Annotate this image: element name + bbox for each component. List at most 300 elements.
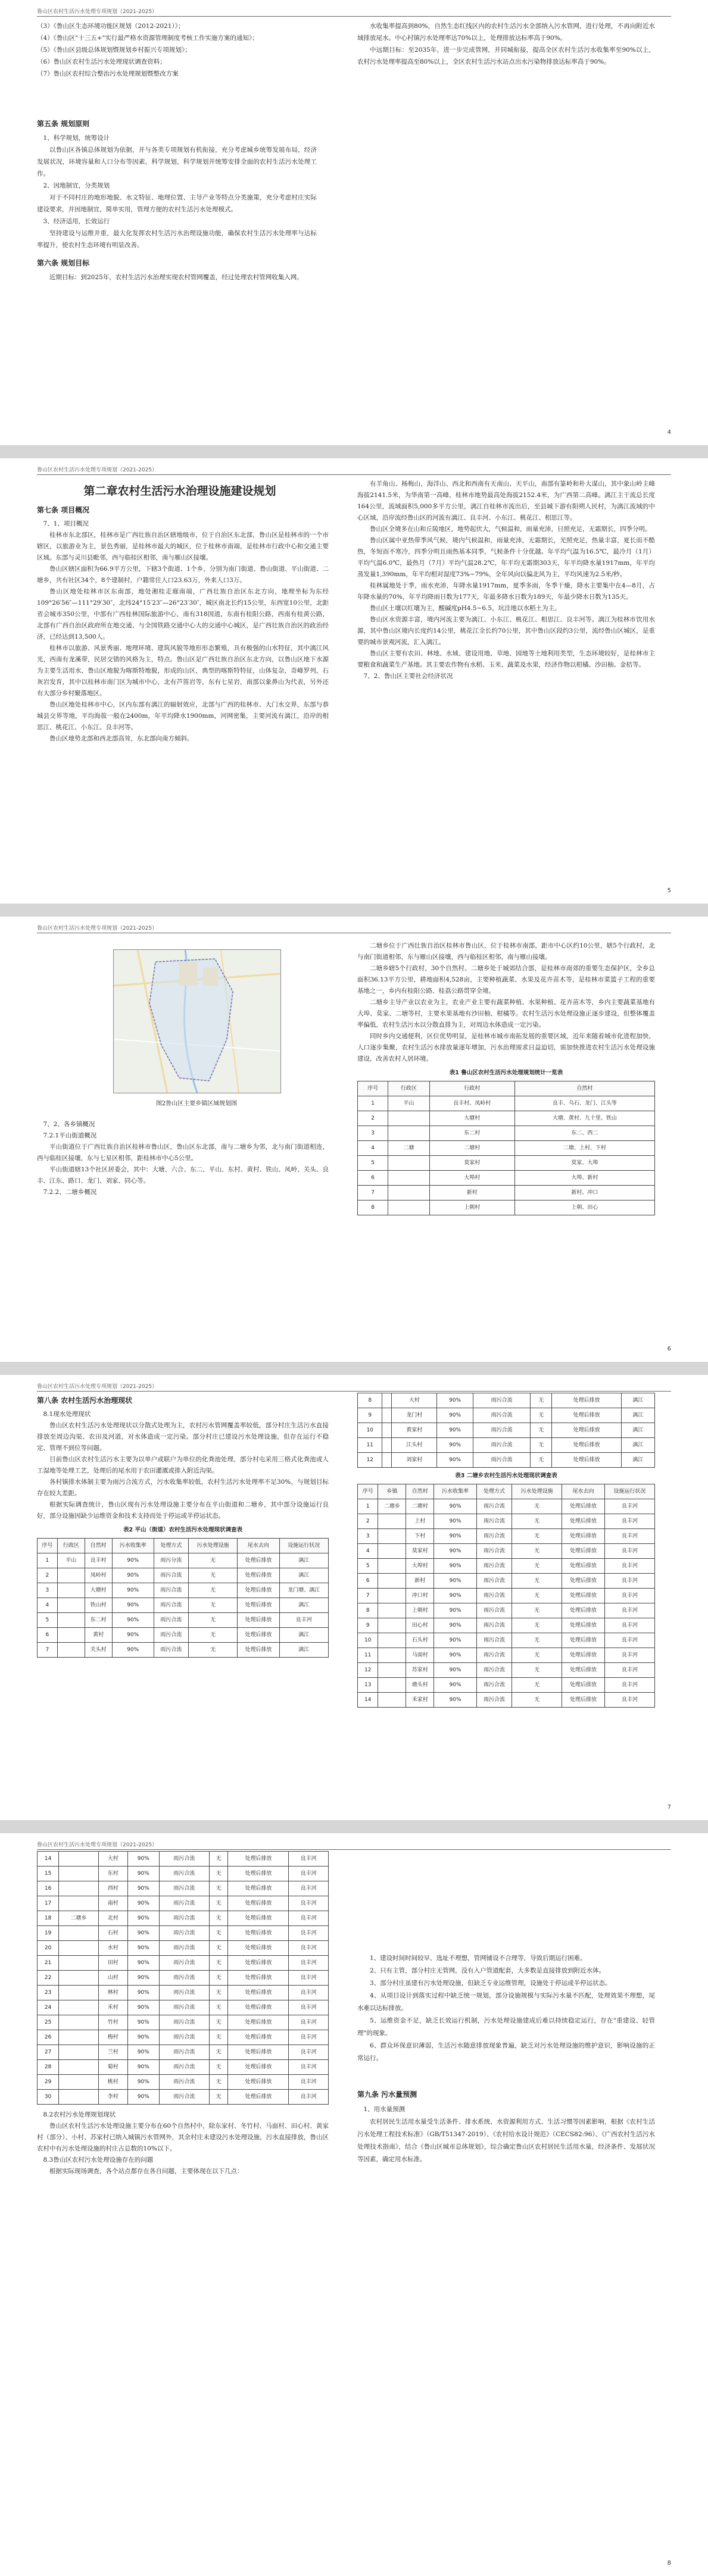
table-cell: 良丰河 xyxy=(604,1559,654,1574)
table-cell: 雨污合流 xyxy=(159,2045,209,2060)
table-cell: 漓江 xyxy=(279,1628,328,1643)
table-cell xyxy=(59,2030,99,2045)
table-cell: 平山 xyxy=(388,1096,430,1111)
paragraph: 鲁山区地处桂林市中心，区内东部有漓江的辐射效应，北部与广西的桂林市、大门水交界，东部与恭城县交界等地，平均海拔一般在2400m，年平均降水1900mm，河网密集，主要河流有漓江，沿岸的相思江、桃花江、小东江、良丰河等。 xyxy=(37,701,329,731)
table-cell: 无 xyxy=(512,1678,562,1693)
table-cell: 处理后排放 xyxy=(562,1603,605,1618)
table-cell: 大埠村 xyxy=(406,1559,434,1574)
table-cell: 雨污合流 xyxy=(476,1574,511,1589)
table-cell: 雨污合流 xyxy=(159,1911,209,1926)
table-cell: 无 xyxy=(512,1603,562,1618)
table-cell: 90% xyxy=(112,1613,154,1628)
principle-heading: 1、科学规划，统筹设计 xyxy=(43,135,110,142)
header-cell: 行政区 xyxy=(57,1539,85,1553)
table-cell: 良丰河 xyxy=(604,1589,654,1603)
table-cell: 龙门村 xyxy=(392,1408,437,1423)
table-cell: 雨污合流 xyxy=(476,1693,511,1708)
district-map-figure xyxy=(113,949,281,1093)
table-cell: 无 xyxy=(210,1941,228,1956)
table-cell xyxy=(378,1648,406,1663)
table-cell: 处理后排放 xyxy=(562,1693,605,1708)
table-cell: 林村 xyxy=(98,1986,127,2000)
principle-text: 以鲁山区各镇总体规划为依据，并与各类专项规划有机衔接，充分考虑城乡统筹发展布局，经济发展状况，环境容量和人口分布等因素，科学规划，科学规划并统筹安排全面的农村生活污水处理工作。 xyxy=(37,146,317,177)
table-cell: 4 xyxy=(38,1598,58,1613)
table-header-row xyxy=(38,1539,329,1553)
table-cell: 处理后排放 xyxy=(228,2015,289,2030)
section-title: 第六条 规划目标 xyxy=(37,259,90,267)
table-row xyxy=(358,1141,655,1156)
table-cell: 良丰河 xyxy=(604,1499,654,1514)
table-cell: 处理后排放 xyxy=(238,1613,279,1628)
table-cell: 平山 xyxy=(57,1553,85,1568)
goal-text: 近期目标：到2025年，农村生活污水治理实现农村管网覆盖，经过处理农村管网收集入网。 xyxy=(49,274,303,281)
table-cell: 良丰河 xyxy=(604,1678,654,1693)
paragraph: 鲁山区水资源丰富，境内河流主要为漓江、小东江、桃花江、相思江、良丰河等。漓江为桂林市饮用水源，其中鲁山区境内长度约14公里，桃花江全长约70公里，其中鲁山区段约3公里，流经鲁山区城区，是重要的城市景观河流，汇入漓江。 xyxy=(357,616,655,646)
table-cell: 良丰河 xyxy=(604,1603,654,1618)
table-cell: 90% xyxy=(127,1926,159,1941)
table-cell: 二塘乡 xyxy=(59,1911,99,1926)
page-header: 鲁山区农村生活污水处理专项规划（2021-2025） xyxy=(37,924,671,933)
table-cell: 大塘、黄村、九十里、铁山 xyxy=(514,1111,654,1126)
table-cell: 关头村 xyxy=(85,1643,112,1658)
table-caption: 表1 鲁山区农村生活污水处理规划统计一览表 xyxy=(449,1070,563,1076)
table-cell: 90% xyxy=(112,1598,154,1613)
page4-right-column xyxy=(357,20,655,68)
table-row xyxy=(38,1568,329,1583)
table-cell: 无 xyxy=(188,1598,237,1613)
table-cell xyxy=(388,1111,430,1126)
table-cell: 无 xyxy=(188,1643,237,1658)
table-cell: 无 xyxy=(188,1568,237,1583)
table-cell: 11 xyxy=(358,1438,382,1453)
table-cell: 处理后排放 xyxy=(552,1423,622,1438)
goal-text: 中远期目标：至2035年，进一步完成管网，并同城衔接，提高全区农村生活污水收集率至90%以上，农村污水处理率提高至80%以上，全区农村生活污水站点出水污染物排放达标率高于90%。 xyxy=(357,46,655,65)
table-cell: 处理后排放 xyxy=(228,2075,289,2090)
table-cell: 苏家村 xyxy=(406,1663,434,1678)
table-cell: 雨污合流 xyxy=(476,1663,511,1678)
header-cell: 设施运行状况 xyxy=(279,1539,328,1553)
table-row xyxy=(38,2060,329,2075)
table-cell xyxy=(59,2075,99,2090)
table-cell: 无 xyxy=(512,1648,562,1663)
table-row xyxy=(38,2075,329,2090)
header-cell: 污水处理设施 xyxy=(188,1539,237,1553)
table-cell: 雨污合流 xyxy=(476,1618,511,1633)
table-cell: 无 xyxy=(188,1613,237,1628)
paragraph: 有羊角山、杨梅山、海洋山、西北和西南有天南山、天平山，南部有篆岭和朴大谋山，其中象山岭主峰海拔2141.5米，为华南第一高峰，桂林市地势最高处海拔2152.4米，为广西第二高峰。漓江主干流总长度164公里，流域面积5,000多平方公里，漓江自桂林市流出后，至县城下游有阳朔人民村，为漓江流域的中心区域，沿岸流经鲁山区的河流有漓江、良丰河、小东江、桃花江、相思江等。 xyxy=(357,480,655,521)
table-cell: 12 xyxy=(358,1453,382,1468)
table-cell xyxy=(59,1956,99,1971)
table-cell: 马面村 xyxy=(406,1648,434,1663)
table-cell: 雨污合流 xyxy=(159,2090,209,2105)
table-cell: 无 xyxy=(188,1628,237,1643)
table-cell: 雨污合流 xyxy=(154,1583,188,1598)
table-cell: 雨污合流 xyxy=(159,1926,209,1941)
table-cell: 无 xyxy=(210,2090,228,2105)
page8-right-column xyxy=(357,1952,655,2166)
page-4 xyxy=(0,0,708,445)
table-cell: 90% xyxy=(112,1583,154,1598)
table-row xyxy=(38,1911,329,1926)
table-cell: 二塘 xyxy=(388,1141,430,1156)
table-cell: 雨污合流 xyxy=(154,1598,188,1613)
table-row xyxy=(358,1544,655,1559)
problem-item: 1、建设时间时间较早，选址不理想，管网铺设不合理等，导致后期运行困难。 xyxy=(370,1955,587,1962)
table-cell: 石头村 xyxy=(406,1633,434,1648)
table-cell: 竹村 xyxy=(98,2015,127,2030)
table-cell: 良丰河 xyxy=(604,1693,654,1708)
table-row xyxy=(358,1171,655,1186)
table-cell: 14 xyxy=(38,1852,59,1867)
table-cell: 13 xyxy=(358,1678,378,1693)
subsection-title: 8.1现水处理现状 xyxy=(43,1411,91,1418)
subsection-title: 7.2.2、二塘乡概况 xyxy=(43,1189,97,1196)
table-cell: 雨污合流 xyxy=(159,2060,209,2075)
page7-right-column xyxy=(357,1393,655,1708)
table-cell xyxy=(59,2015,99,2030)
page-header: 鲁山区农村生活污水处理专项规划（2021-2025） xyxy=(37,1382,671,1392)
table-cell: 桃村 xyxy=(98,2075,127,2090)
table-cell: 1 xyxy=(38,1553,58,1568)
paragraph: 桂林市以旅游、风景秀丽、地理环境、建筑风貌等地形形态繁殖，具有极强的山水特征，其中漓江风光，西南有龙溪带，民居交错的风格为主，特点。鲁山区是广西壮族自治区东北方向，以鲁山区地下水源为主要生活用水，鲁山区地貌为喀斯特地貌，形成的山区，典型的喀斯特特征，山体复杂，奇峰罗列，石灰岩发育，其中以桂林市南门区为城市中心，北有芦笛岩等，东有七星岩，南部以象鼻山为代表，另外还有大部分乡村聚落地区。 xyxy=(37,645,329,697)
table-cell: 8 xyxy=(358,1201,388,1215)
pingshan-status-table-continued xyxy=(357,1393,655,1468)
table-cell: 铁山村 xyxy=(85,1598,112,1613)
table-row xyxy=(358,1156,655,1171)
table-cell: 90% xyxy=(434,1529,477,1544)
table-cell xyxy=(382,1393,392,1408)
table-row xyxy=(358,1186,655,1201)
table-row xyxy=(38,1613,329,1628)
table-row xyxy=(38,2015,329,2030)
pingshan-status-table xyxy=(37,1538,329,1658)
table-cell: 雨污合流 xyxy=(154,1613,188,1628)
table-cell: 处理后排放 xyxy=(228,2045,289,2060)
table-cell xyxy=(57,1613,85,1628)
table-cell: 处理后排放 xyxy=(562,1618,605,1633)
problem-item: 4、从项目设计到落实过程中缺乏统一规划，部分设施规模与实际污水量不匹配，处理效果不理想，尾水难以达标排放。 xyxy=(357,1992,655,2012)
table-row xyxy=(38,2045,329,2060)
table-cell: 冲口村 xyxy=(406,1589,434,1603)
table-cell: 二塘村 xyxy=(406,1499,434,1514)
table-cell: 莫家村 xyxy=(429,1156,514,1171)
table-cell: 无 xyxy=(210,1986,228,2000)
table-row xyxy=(358,1201,655,1215)
table-cell: 处理后排放 xyxy=(228,1896,289,1911)
table-body xyxy=(358,1393,655,1468)
table-cell: 新村 xyxy=(429,1186,514,1201)
table-cell: 90% xyxy=(127,2045,159,2060)
problem-item: 5、运维资金不足，缺乏长效运行机制，污水处理设施建成后难以持续稳定运行，存在"重建设、轻管理"的现象。 xyxy=(357,2017,655,2037)
table-cell: 良丰村、凤岭村 xyxy=(429,1096,514,1111)
table-cell: 处理后排放 xyxy=(562,1499,605,1514)
table-cell: 90% xyxy=(127,2030,159,2045)
table-cell: 漓江 xyxy=(279,1568,328,1583)
table-cell: 雨污合流 xyxy=(473,1408,530,1423)
list-item: （4）《鲁山区"十三五+"实行最严格水资源管理制度考核工作实施方案的通知》； xyxy=(37,35,258,42)
table-cell: 大塘村 xyxy=(429,1111,514,1126)
table-cell: 无 xyxy=(210,2000,228,2015)
table-cell: 6 xyxy=(358,1574,378,1589)
table-cell: 90% xyxy=(434,1618,477,1633)
table-cell xyxy=(59,1867,99,1881)
list-item: （5）《鲁山区县级总体规划暨规划乡村振兴专项规划》； xyxy=(37,46,191,54)
paragraph: 二塘乡辖5个行政村，30个自然村。二塘乡处于城郊结合部，是桂林市南郊的重要生态保护区，全乡总面积36.13平方公里，耕地面积4,528亩，主要种植蔬菜、水果及花卉苗木等，是桂林市菜篮子工程的重要基地之一，乡内有桂阳公路、桂荔公路贯穿全境。 xyxy=(357,965,655,995)
table-cell: 90% xyxy=(127,2000,159,2015)
table-cell: 良丰河 xyxy=(289,1896,329,1911)
table-cell: 禾村 xyxy=(98,2000,127,2015)
header-cell: 自然村 xyxy=(85,1539,112,1553)
table-cell: 处理后排放 xyxy=(552,1408,622,1423)
table-row xyxy=(38,1956,329,1971)
table-cell: 90% xyxy=(437,1408,473,1423)
table-cell: 良丰河 xyxy=(289,1881,329,1896)
table-cell xyxy=(382,1408,392,1423)
table-cell: 6 xyxy=(358,1171,388,1186)
table-cell: 无 xyxy=(210,2075,228,2090)
page7-left-column xyxy=(37,1395,329,1658)
table-cell: 莫家村 xyxy=(406,1544,434,1559)
table-cell xyxy=(388,1201,430,1215)
table-cell xyxy=(59,2045,99,2060)
table-cell: 90% xyxy=(434,1648,477,1663)
table-cell: 处理后排放 xyxy=(228,1881,289,1896)
list-item: （3）《鲁山区生态环境功能区规划（2012-2021）》； xyxy=(37,23,185,30)
table-cell xyxy=(59,1896,99,1911)
table-cell: 无 xyxy=(512,1618,562,1633)
paragraph: 桂林属地处于季，雨水充沛，年降水量1917mm，夏季多雨，冬季干燥，降水主要集中在4—8月，占年降水量的70%，年平均降雨日数为177天，年最多降水日数为189天，年最少降水日数为135天。 xyxy=(357,582,655,601)
goal-text: 水收集率提高到80%，自然生态红线区内的农村生活污水全部纳入污水管网，进行处理，不再向附近水域排放尾水。中心村镇污水处理率达70%以上，处理排放达标率高于90%。 xyxy=(357,23,655,42)
header-cell: 序号 xyxy=(38,1539,58,1553)
page8-left-column xyxy=(37,1851,329,2177)
table-cell xyxy=(57,1568,85,1583)
table-cell: 北村 xyxy=(98,1911,127,1926)
table-cell: 新村、冲口 xyxy=(514,1186,654,1201)
list-item: （6）鲁山区农村生活污水处理现状调查资料； xyxy=(37,58,166,65)
table-cell xyxy=(378,1589,406,1603)
table-cell: 处理后排放 xyxy=(238,1643,279,1658)
page-header: 鲁山区农村生活污水处理专项规划（2021-2025） xyxy=(37,465,671,475)
table-cell: 处理后排放 xyxy=(562,1663,605,1678)
header-cell: 尾水去向 xyxy=(238,1539,279,1553)
table-cell: 处理后排放 xyxy=(562,1648,605,1663)
table-cell: 10 xyxy=(358,1423,382,1438)
paragraph: 鲁山区土壤以红壤为主，酸碱度pH4.5~6.5，坑洼地以水稻土为主。 xyxy=(370,605,561,612)
table-cell: 90% xyxy=(434,1574,477,1589)
table-cell: 禾家村 xyxy=(406,1693,434,1708)
table-cell: 无 xyxy=(210,2060,228,2075)
table-cell: 雨污合流 xyxy=(476,1544,511,1559)
table-cell: 东二、西二 xyxy=(514,1126,654,1141)
table-row xyxy=(358,1603,655,1618)
paragraph: 二塘乡主导产业以农业为主，农业产业主要有蔬菜种植、水果种植、花卉苗木等，乡内主要蔬菜基地有大埠、莫家、二塘等村，主要水果基地有沙田柚、柑橘等。农村生活污水处理设施正逐步建设，但整体覆盖率偏低，农村生活污水以分散直排为主，对周边水体造成一定污染。 xyxy=(357,999,655,1028)
table-cell: 田村 xyxy=(98,1956,127,1971)
table-cell xyxy=(388,1171,430,1186)
table-cell: 处理后排放 xyxy=(228,2060,289,2075)
table-cell: 90% xyxy=(434,1559,477,1574)
table-cell: 处理后排放 xyxy=(228,1926,289,1941)
table-cell: 90% xyxy=(437,1393,473,1408)
table-cell xyxy=(57,1643,85,1658)
table-cell: 10 xyxy=(358,1633,378,1648)
header-cell: 自然村 xyxy=(514,1081,654,1096)
table-cell: 3 xyxy=(358,1529,378,1544)
table-cell: 28 xyxy=(38,2060,59,2075)
table-row xyxy=(38,1643,329,1658)
table-cell: 水村 xyxy=(98,1941,127,1956)
table-row xyxy=(358,1514,655,1529)
table-cell: 6 xyxy=(38,1628,58,1643)
table-cell: 24 xyxy=(38,2000,59,2015)
table-cell: 无 xyxy=(512,1499,562,1514)
table-cell xyxy=(378,1574,406,1589)
subsection-title: 1、用水量预测 xyxy=(363,2106,406,2113)
table-cell xyxy=(378,1529,406,1544)
page-number: 7 xyxy=(667,1804,671,1811)
table-cell: 上朝、田心 xyxy=(514,1201,654,1215)
table-cell: 处理后排放 xyxy=(228,1956,289,1971)
table-cell: 田心村 xyxy=(406,1618,434,1633)
table-cell: 90% xyxy=(112,1553,154,1568)
table-cell: 雨污合流 xyxy=(159,2075,209,2090)
table-cell: 良丰河 xyxy=(289,1852,329,1867)
section-title: 第七条 项目概况 xyxy=(37,506,90,514)
page-number: 8 xyxy=(667,2560,671,2566)
table-row xyxy=(358,1648,655,1663)
table-cell: 20 xyxy=(38,1941,59,1956)
paragraph: 鲁山区农村生活污水处理现状以分散式处理为主，农村污水管网覆盖率较低，部分村庄生活污水直接排放至周边沟渠、农田及河道，对水体造成一定污染。部分村庄已建设污水处理设施，但存在运行不稳定、管理不到位等问题。 xyxy=(37,1422,329,1452)
table-cell: 黄村 xyxy=(85,1628,112,1643)
table-row xyxy=(358,1663,655,1678)
table-cell: 处理后排放 xyxy=(562,1589,605,1603)
table-cell: 雨污合流 xyxy=(473,1453,530,1468)
page5-right-column xyxy=(357,479,655,682)
table-cell: 90% xyxy=(127,2015,159,2030)
chapter-title: 第二章农村生活污水治理设施建设规划 xyxy=(83,484,276,498)
table-cell: 90% xyxy=(127,2060,159,2075)
table-cell xyxy=(59,1941,99,1956)
table-cell: 22 xyxy=(38,1971,59,1986)
table-cell: 处理后排放 xyxy=(562,1574,605,1589)
table-cell: 雨污合流 xyxy=(159,1971,209,1986)
paragraph: 平山街道辖13个社区居委会，其中：大塘、六合、东二、平山、东村、黄村、铁山、凤岭、关头、良丰、江东、路口、龙门、刘家、同心等。 xyxy=(37,1166,329,1184)
table-cell: 18 xyxy=(38,1911,59,1926)
table-cell: 雨污合流 xyxy=(159,1881,209,1896)
table-cell: 雨污合流 xyxy=(473,1423,530,1438)
table-cell: 处理后排放 xyxy=(562,1544,605,1559)
table-cell: 无 xyxy=(512,1574,562,1589)
table-cell: 南村 xyxy=(98,1896,127,1911)
table-cell: 无 xyxy=(531,1423,552,1438)
table-cell: 90% xyxy=(434,1693,477,1708)
table-cell: 良丰河 xyxy=(604,1648,654,1663)
table-cell: 雨污合流 xyxy=(473,1438,530,1453)
table-row xyxy=(358,1499,655,1514)
table-cell: 2 xyxy=(358,1514,378,1529)
table-row xyxy=(38,2000,329,2015)
table-row xyxy=(38,1971,329,1986)
table-row xyxy=(38,2030,329,2045)
table-row xyxy=(38,1628,329,1643)
table-cell: 处理后排放 xyxy=(562,1678,605,1693)
table-cell: 良丰河 xyxy=(604,1618,654,1633)
table-cell: 石村 xyxy=(98,1926,127,1941)
table-cell: 90% xyxy=(127,1911,159,1926)
header-cell: 设施运行状况 xyxy=(604,1484,654,1499)
subsection-title: 8.2农村污水处理规划现状 xyxy=(43,2111,116,2118)
table-cell: 处理后排放 xyxy=(228,1941,289,1956)
list-item: （7）鲁山区农村综合整治污水处理规划暨整改方案 xyxy=(37,70,179,77)
table-cell: 良丰河 xyxy=(289,1941,329,1956)
table-body xyxy=(38,1852,329,2105)
table-cell: 无 xyxy=(531,1438,552,1453)
table-cell: 雨污合流 xyxy=(159,2000,209,2015)
table-cell: 90% xyxy=(437,1423,473,1438)
page-number: 6 xyxy=(667,1346,671,1352)
table-row xyxy=(38,1896,329,1911)
table-cell: 90% xyxy=(127,1896,159,1911)
table-cell: 漓江 xyxy=(279,1598,328,1613)
subsection-title: 7、2、鲁山区主要社会经济状况 xyxy=(363,673,453,680)
table-cell: 90% xyxy=(434,1678,477,1693)
table-cell xyxy=(378,1678,406,1693)
table-cell: 2 xyxy=(38,1568,58,1583)
table-row xyxy=(358,1453,655,1468)
table-row xyxy=(358,1633,655,1648)
table-cell xyxy=(378,1663,406,1678)
table-cell: 二塘、上村、下村 xyxy=(514,1141,654,1156)
ertang-status-table-continued xyxy=(37,1851,329,2105)
paragraph: 农村居民生活用水量受生活条件、排水系统、水资源利用方式、生活习惯等因素影响，根据《农村生活污水处理工程技术标准》（GB/T51347-2019）、《农村给水设计规范》（CECS82:96）、《广西农村生活污水处理技术指南》，结合《鲁山区城市总体规划》，综合确定鲁山区农村居民生活用水量，经济条件、发展状况等因素，确定用水标准。 xyxy=(357,2118,655,2163)
table-cell: 李村 xyxy=(98,2090,127,2105)
table-cell: 良丰河 xyxy=(289,1867,329,1881)
header-cell: 污水收集率 xyxy=(434,1484,477,1499)
table-row xyxy=(38,1553,329,1568)
table-cell xyxy=(388,1126,430,1141)
table-cell: 雨污合流 xyxy=(154,1628,188,1643)
table-cell: 龙门塘、漓江 xyxy=(279,1583,328,1598)
table-cell: 90% xyxy=(127,2090,159,2105)
table-cell: 9 xyxy=(358,1408,382,1423)
table-cell xyxy=(59,2060,99,2075)
table-cell: 下村 xyxy=(406,1529,434,1544)
table-cell: 雨污合流 xyxy=(473,1393,530,1408)
table-cell: 处理后排放 xyxy=(562,1529,605,1544)
header-cell: 序号 xyxy=(358,1484,378,1499)
subsection-title: 8.3鲁山区农村污水处理设施存在的问题 xyxy=(43,2156,154,2164)
table-cell: 处理后排放 xyxy=(552,1453,622,1468)
table-cell: 漓江 xyxy=(621,1423,654,1438)
table-cell: 雨污合流 xyxy=(159,1941,209,1956)
table-cell xyxy=(382,1423,392,1438)
header-cell: 自然村 xyxy=(406,1484,434,1499)
table-cell: 良丰河 xyxy=(279,1613,328,1628)
table-cell: 处理后排放 xyxy=(238,1598,279,1613)
table-cell: 凤岭村 xyxy=(85,1568,112,1583)
subsection-title: 7.2.1平山街道概况 xyxy=(43,1132,97,1139)
table-cell: 大埠村 xyxy=(429,1171,514,1186)
table-cell: 二塘村 xyxy=(429,1141,514,1156)
table-cell: 莫家、大埠 xyxy=(514,1156,654,1171)
table-cell: 江头村 xyxy=(392,1438,437,1453)
table-header-row xyxy=(358,1081,655,1096)
table-cell: 90% xyxy=(434,1663,477,1678)
table-row xyxy=(358,1111,655,1126)
table-cell xyxy=(378,1693,406,1708)
header-cell: 处理方式 xyxy=(476,1484,511,1499)
table-cell: 15 xyxy=(38,1867,59,1881)
header-cell: 乡镇 xyxy=(378,1484,406,1499)
